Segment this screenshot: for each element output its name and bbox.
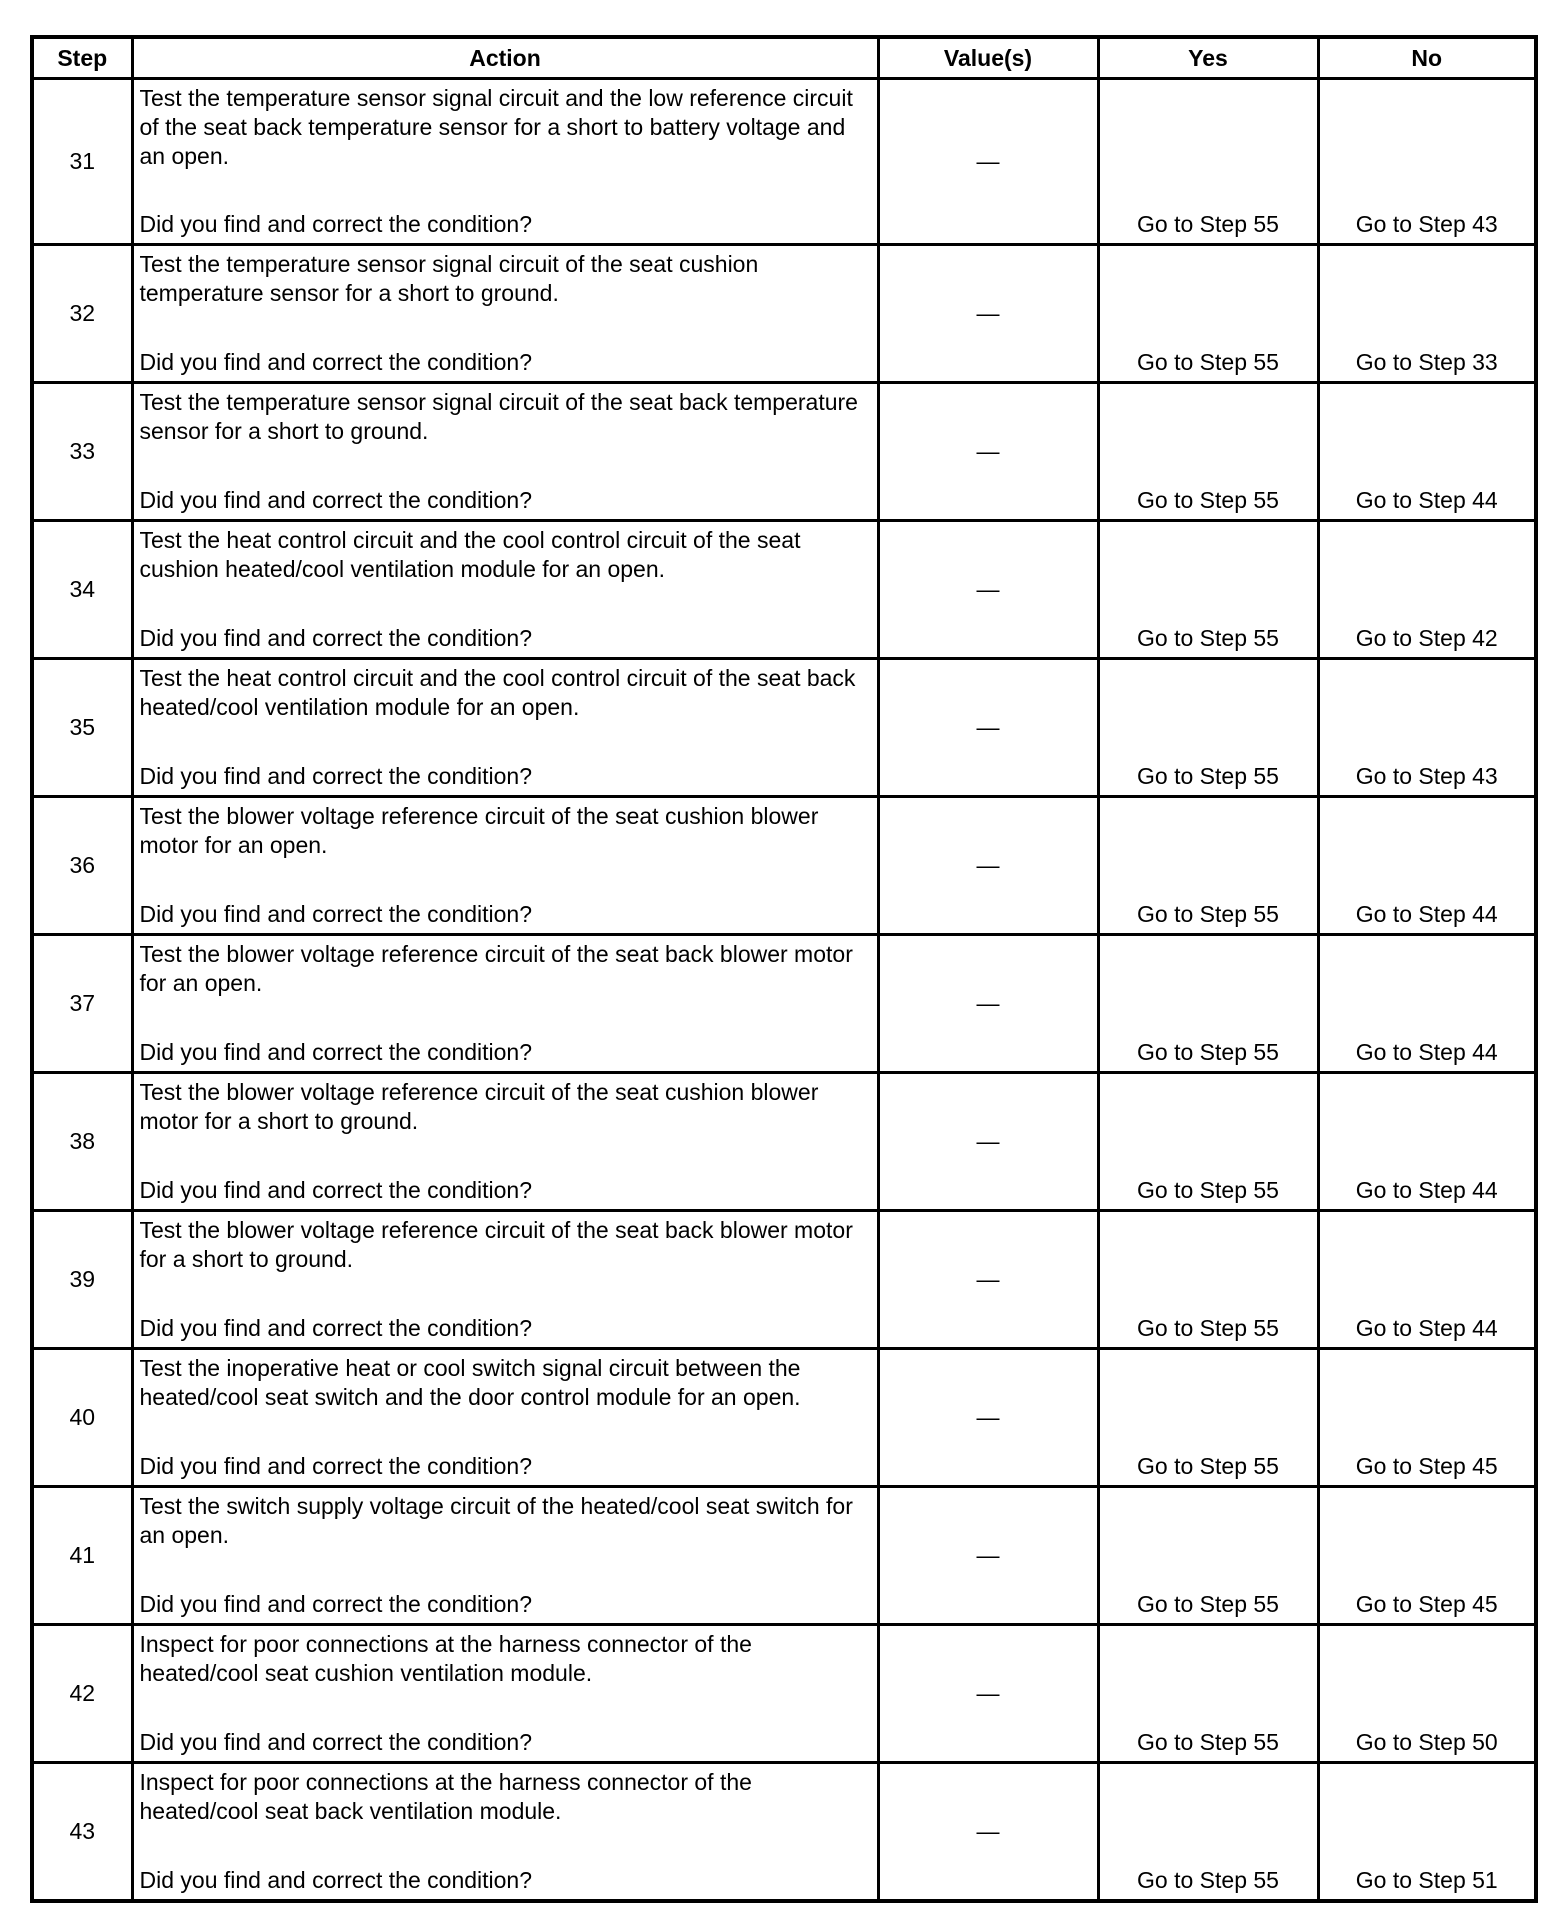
action-question: Did you find and correct the condition? — [139, 1729, 533, 1755]
action-text: Test the blower voltage reference circuit of the seat back blower motor for an open. — [139, 941, 853, 996]
step-number: 32 — [32, 245, 132, 383]
yes-goto: Go to Step 55 — [1137, 1729, 1279, 1755]
yes-cell — [1098, 79, 1318, 245]
value-cell: — — [878, 1487, 1098, 1625]
no-cell — [1318, 1211, 1536, 1349]
action-question: Did you find and correct the condition? — [139, 763, 533, 789]
yes-cell — [1098, 245, 1318, 383]
yes-goto: Go to Step 55 — [1137, 1177, 1279, 1203]
value-cell: — — [878, 1763, 1098, 1902]
no-cell — [1318, 79, 1536, 245]
yes-cell — [1098, 1349, 1318, 1487]
no-cell — [1318, 1763, 1536, 1902]
table-row — [32, 383, 1536, 521]
step-number: 37 — [32, 935, 132, 1073]
step-number: 31 — [32, 79, 132, 245]
yes-goto: Go to Step 55 — [1137, 1039, 1279, 1065]
step-number: 38 — [32, 1073, 132, 1211]
action-question: Did you find and correct the condition? — [139, 211, 533, 237]
action-text: Test the blower voltage reference circuit of the seat cushion blower motor for a short to ground. — [139, 1079, 819, 1134]
yes-cell — [1098, 935, 1318, 1073]
action-question: Did you find and correct the condition? — [139, 349, 533, 375]
yes-goto: Go to Step 55 — [1137, 1591, 1279, 1617]
table-row — [32, 1763, 1536, 1902]
no-cell — [1318, 383, 1536, 521]
diagnostic-table — [30, 35, 1538, 1903]
table-row — [32, 245, 1536, 383]
value-cell: — — [878, 521, 1098, 659]
yes-goto: Go to Step 55 — [1137, 1453, 1279, 1479]
header-row — [32, 37, 1536, 79]
step-number: 41 — [32, 1487, 132, 1625]
header-values: Value(s) — [878, 37, 1098, 79]
yes-goto: Go to Step 55 — [1137, 625, 1279, 651]
yes-cell — [1098, 1763, 1318, 1902]
value-cell: — — [878, 79, 1098, 245]
no-cell — [1318, 1349, 1536, 1487]
action-cell — [132, 245, 878, 383]
action-cell — [132, 521, 878, 659]
yes-goto: Go to Step 55 — [1137, 763, 1279, 789]
no-goto: Go to Step 51 — [1355, 1867, 1498, 1893]
yes-goto: Go to Step 55 — [1137, 349, 1279, 375]
step-number: 40 — [32, 1349, 132, 1487]
no-goto: Go to Step 44 — [1355, 901, 1498, 927]
yes-goto: Go to Step 55 — [1137, 211, 1279, 237]
value-cell: — — [878, 1349, 1098, 1487]
step-number: 43 — [32, 1763, 132, 1902]
yes-goto: Go to Step 55 — [1137, 901, 1279, 927]
no-goto: Go to Step 45 — [1355, 1453, 1498, 1479]
action-cell — [132, 935, 878, 1073]
header-step: Step — [32, 37, 132, 79]
yes-goto: Go to Step 55 — [1137, 1315, 1279, 1341]
step-number: 33 — [32, 383, 132, 521]
value-cell: — — [878, 797, 1098, 935]
action-cell — [132, 1487, 878, 1625]
table-row — [32, 1211, 1536, 1349]
action-question: Did you find and correct the condition? — [139, 1177, 533, 1203]
yes-cell — [1098, 659, 1318, 797]
action-cell — [132, 659, 878, 797]
step-number: 36 — [32, 797, 132, 935]
no-cell — [1318, 1487, 1536, 1625]
no-cell — [1318, 521, 1536, 659]
action-cell — [132, 1625, 878, 1763]
table-row — [32, 1349, 1536, 1487]
no-cell — [1318, 1625, 1536, 1763]
action-text: Test the temperature sensor signal circuit of the seat cushion temperature sensor for a short to ground. — [139, 251, 759, 306]
header-yes: Yes — [1098, 37, 1318, 79]
value-cell: — — [878, 383, 1098, 521]
action-cell — [132, 1073, 878, 1211]
action-text: Test the temperature sensor signal circuit of the seat back temperature sensor for a short to ground. — [139, 389, 858, 444]
value-cell: — — [878, 1625, 1098, 1763]
no-goto: Go to Step 33 — [1355, 349, 1498, 375]
no-goto: Go to Step 42 — [1355, 625, 1498, 651]
no-cell — [1318, 245, 1536, 383]
action-text: Test the heat control circuit and the cool control circuit of the seat back heated/cool ventilation module for an open. — [139, 665, 856, 720]
table-row — [32, 79, 1536, 245]
table-row — [32, 659, 1536, 797]
action-cell — [132, 1349, 878, 1487]
yes-goto: Go to Step 55 — [1137, 487, 1279, 513]
table-row — [32, 935, 1536, 1073]
value-cell: — — [878, 935, 1098, 1073]
yes-cell — [1098, 1487, 1318, 1625]
no-goto: Go to Step 44 — [1355, 1177, 1498, 1203]
yes-cell — [1098, 1211, 1318, 1349]
action-question: Did you find and correct the condition? — [139, 625, 533, 651]
action-question: Did you find and correct the condition? — [139, 1453, 533, 1479]
table-row — [32, 797, 1536, 935]
no-cell — [1318, 797, 1536, 935]
action-text: Test the heat control circuit and the cool control circuit of the seat cushion heated/cool ventilation module for an open. — [139, 527, 801, 582]
value-cell: — — [878, 245, 1098, 383]
action-cell — [132, 1211, 878, 1349]
header-action: Action — [132, 37, 878, 79]
step-number: 35 — [32, 659, 132, 797]
yes-cell — [1098, 797, 1318, 935]
step-number: 34 — [32, 521, 132, 659]
yes-cell — [1098, 383, 1318, 521]
value-cell: — — [878, 1211, 1098, 1349]
action-text: Inspect for poor connections at the harness connector of the heated/cool seat back ventilation module. — [139, 1769, 752, 1824]
table-row — [32, 1487, 1536, 1625]
action-question: Did you find and correct the condition? — [139, 1867, 533, 1893]
header-no: No — [1318, 37, 1536, 79]
step-number: 39 — [32, 1211, 132, 1349]
yes-goto: Go to Step 55 — [1137, 1867, 1279, 1893]
value-cell: — — [878, 659, 1098, 797]
no-cell — [1318, 659, 1536, 797]
action-question: Did you find and correct the condition? — [139, 1039, 533, 1065]
action-text: Test the switch supply voltage circuit of the heated/cool seat switch for an open. — [139, 1493, 853, 1548]
action-question: Did you find and correct the condition? — [139, 1591, 533, 1617]
action-cell — [132, 1763, 878, 1902]
no-goto: Go to Step 45 — [1355, 1591, 1498, 1617]
yes-cell — [1098, 1625, 1318, 1763]
table-row — [32, 521, 1536, 659]
table-row — [32, 1073, 1536, 1211]
action-cell — [132, 383, 878, 521]
no-goto: Go to Step 43 — [1355, 211, 1498, 237]
no-cell — [1318, 1073, 1536, 1211]
action-text: Inspect for poor connections at the harness connector of the heated/cool seat cushion ventilation module. — [139, 1631, 752, 1686]
table-row — [32, 1625, 1536, 1763]
value-cell: — — [878, 1073, 1098, 1211]
action-text: Test the temperature sensor signal circuit and the low reference circuit of the seat back temperature sensor for a short to battery voltage and an open. — [139, 85, 853, 169]
action-cell — [132, 79, 878, 245]
no-goto: Go to Step 44 — [1355, 1315, 1498, 1341]
no-goto: Go to Step 43 — [1355, 763, 1498, 789]
action-text: Test the blower voltage reference circuit of the seat cushion blower motor for an open. — [139, 803, 819, 858]
action-text: Test the inoperative heat or cool switch signal circuit between the heated/cool seat switch and the door control module for an open. — [139, 1355, 801, 1410]
step-number: 42 — [32, 1625, 132, 1763]
no-goto: Go to Step 50 — [1355, 1729, 1498, 1755]
no-cell — [1318, 935, 1536, 1073]
action-text: Test the blower voltage reference circuit of the seat back blower motor for a short to ground. — [139, 1217, 853, 1272]
yes-cell — [1098, 1073, 1318, 1211]
action-question: Did you find and correct the condition? — [139, 487, 533, 513]
action-cell — [132, 797, 878, 935]
no-goto: Go to Step 44 — [1355, 487, 1498, 513]
action-question: Did you find and correct the condition? — [139, 1315, 533, 1341]
no-goto: Go to Step 44 — [1355, 1039, 1498, 1065]
action-question: Did you find and correct the condition? — [139, 901, 533, 927]
yes-cell — [1098, 521, 1318, 659]
